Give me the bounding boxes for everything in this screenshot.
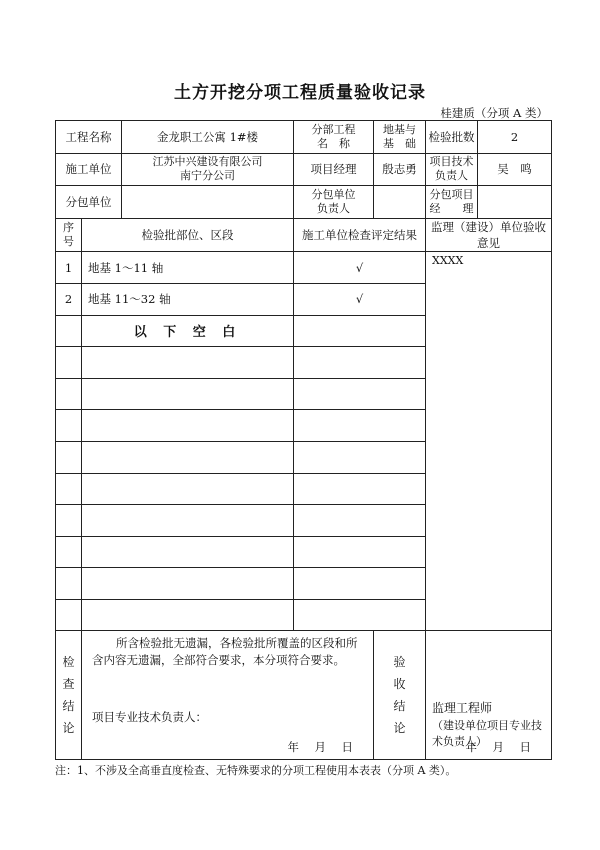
check-signer: 项目专业技术负责人： bbox=[92, 710, 207, 725]
sub-contractor-value bbox=[122, 186, 294, 219]
sub-manager-label: 分包项目 经 理 bbox=[426, 186, 478, 219]
seq-header: 序 号 bbox=[56, 218, 82, 252]
row-1-location: 地基 1～11 轴 bbox=[82, 252, 294, 284]
tech-lead-label: 项目技术 负责人 bbox=[426, 153, 478, 186]
contractor-label: 施工单位 bbox=[56, 153, 122, 186]
check-conclusion-text: 所含检验批无遗漏，各检验批所覆盖的区段和所含内容无遗漏，全部符合要求，本分项符合要求。 bbox=[92, 636, 358, 668]
table-row-blank bbox=[56, 315, 82, 347]
form-code: 桂建质（分项 A 类） bbox=[440, 106, 548, 120]
row-2-result: √ bbox=[294, 284, 426, 316]
sub-lead-value bbox=[374, 186, 426, 219]
table-row-empty bbox=[56, 568, 82, 600]
subpart-label: 分部工程 名 称 bbox=[294, 121, 374, 154]
table-row-empty bbox=[56, 505, 82, 537]
table-row-empty bbox=[56, 473, 82, 505]
location-header: 检验批部位、区段 bbox=[82, 218, 294, 252]
table-row-empty bbox=[56, 536, 82, 568]
row-1-result: √ bbox=[294, 252, 426, 284]
row-1-seq: 1 bbox=[56, 252, 82, 284]
subpart-value: 地基与 基 础 bbox=[374, 121, 426, 154]
footnote: 注：1、不涉及全高垂直度检查、无特殊要求的分项工程使用本表表（分项 A 类）。 bbox=[55, 764, 457, 777]
project-name-label: 工程名称 bbox=[56, 121, 122, 154]
row-2-location: 地基 11～32 轴 bbox=[82, 284, 294, 316]
accept-signer-note: （建设单位项目专业技术负责人） bbox=[432, 719, 542, 749]
manager-label: 项目经理 bbox=[294, 153, 374, 186]
check-date: 年 月 日 bbox=[287, 740, 355, 754]
row-2-seq: 2 bbox=[56, 284, 82, 316]
blank-marker: 以 下 空 白 bbox=[82, 315, 294, 347]
project-name-value: 金龙职工公寓 1#楼 bbox=[122, 121, 294, 154]
page-title: 土方开挖分项工程质量验收记录 bbox=[174, 83, 426, 103]
table-row-empty bbox=[56, 441, 82, 473]
check-conclusion-label: 检 查 结 论 bbox=[56, 631, 82, 760]
sub-manager-value bbox=[478, 186, 552, 219]
acceptance-table bbox=[55, 120, 552, 760]
table-row-empty bbox=[56, 347, 82, 379]
table-row-empty bbox=[56, 410, 82, 442]
accept-signer: 监理工程师 bbox=[432, 701, 493, 716]
supervisor-opinion: XXXX bbox=[426, 252, 552, 631]
sub-contractor-label: 分包单位 bbox=[56, 186, 122, 219]
supervisor-header: 监理（建设）单位验收意见 bbox=[426, 218, 552, 252]
sub-lead-label: 分包单位 负责人 bbox=[294, 186, 374, 219]
accept-conclusion-label: 验 收 结 论 bbox=[374, 631, 426, 760]
table-row-empty bbox=[56, 599, 82, 631]
accept-date: 年 月 日 bbox=[465, 740, 533, 754]
batch-count-value: 2 bbox=[478, 121, 552, 154]
batch-count-label: 检验批数 bbox=[426, 121, 478, 154]
self-check-header: 施工单位检查评定结果 bbox=[294, 218, 426, 252]
contractor-value: 江苏中兴建设有限公司 南宁分公司 bbox=[122, 153, 294, 186]
accept-conclusion bbox=[426, 631, 552, 760]
tech-lead-value: 吴 鸣 bbox=[478, 153, 552, 186]
check-conclusion bbox=[82, 631, 374, 760]
manager-value: 殷志勇 bbox=[374, 153, 426, 186]
table-row-empty bbox=[56, 378, 82, 410]
